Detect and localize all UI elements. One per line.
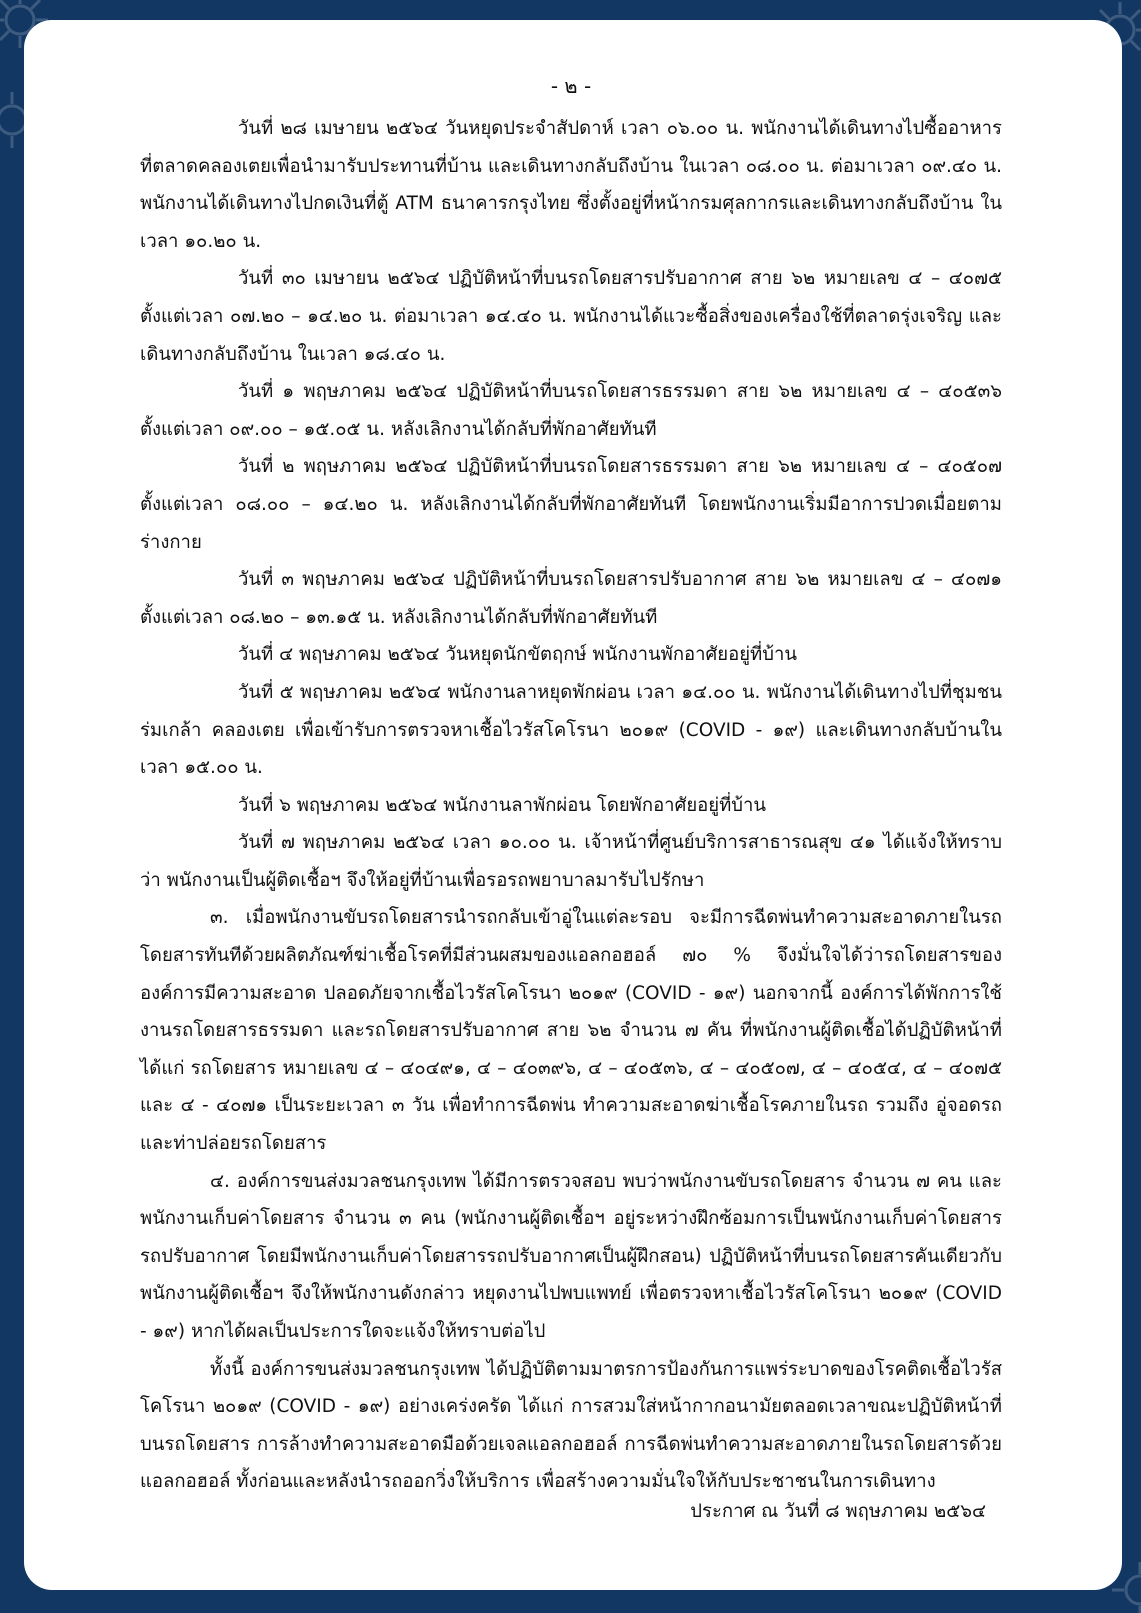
document-sheet — [24, 20, 1122, 1590]
announcement-date: ประกาศ ณ วันที่ ๘ พฤษภาคม ๒๕๖๔ — [690, 1501, 986, 1522]
page-number: - ๒ - — [550, 74, 592, 98]
paragraph: วันที่ ๒ พฤษภาคม ๒๕๖๔ ปฏิบัติหน้าที่บนรถโดยสารธรรมดา สาย ๖๒ หมายเลข ๔ – ๔๐๕๐๗ ตั้งแต่เวลา ๐๘.๐๐ – ๑๔.๒๐ น. หลังเลิกงานได้กลับที่พักอาศัยทันที โดยพนักงานเริ่มมีอาการปวดเมื่อยตามร่างกาย — [140, 456, 1002, 553]
numbered-paragraph: ๓. เมื่อพนักงานขับรถโดยสารนำรถกลับเข้าอู่ในแต่ละรอบ จะมีการฉีดพ่นทำความสะอาดภายในรถโดยสารทันทีด้วยผลิตภัณฑ์ฆ่าเชื้อโรคที่มีส่วนผสมของแอลกอฮอล์ ๗๐ % จึงมั่นใจได้ว่ารถโดยสารขององค์การมีความสะอาด ปลอดภัยจากเชื้อไวรัสโคโรนา ๒๐๑๙ (COVID - ๑๙) นอกจากนี้ องค์การได้พักการใช้งานรถโดยสารธรรมดา และรถโดยสารปรับอากาศ สาย ๖๒ จำนวน ๗ คัน ที่พนักงานผู้ติดเชื้อได้ปฏิบัติหน้าที่ ได้แก่ รถโดยสาร หมายเลข ๔ – ๔๐๔๙๑, ๔ – ๔๐๓๙๖, ๔ – ๔๐๕๓๖, ๔ – ๔๐๕๐๗, ๔ – ๔๐๕๔, ๔ – ๔๐๗๕ และ ๔ - ๔๐๗๑ เป็นระยะเวลา ๓ วัน เพื่อทำการฉีดพ่น ทำความสะอาดฆ่าเชื้อโรคภายในรถ รวมถึง อู่จอดรถและท่าปล่อยรถโดยสาร — [140, 907, 1002, 1155]
paragraph: วันที่ ๕ พฤษภาคม ๒๕๖๔ พนักงานลาหยุดพักผ่อน เวลา ๑๔.๐๐ น. พนักงานได้เดินทางไปที่ชุมชนร่มเกล้า คลองเตย เพื่อเข้ารับการตรวจหาเชื้อไวรัสโคโรนา ๒๐๑๙ (COVID - ๑๙) และเดินทางกลับบ้านในเวลา ๑๕.๐๐ น. — [140, 681, 1002, 779]
paragraph: วันที่ ๓๐ เมษายน ๒๕๖๔ ปฏิบัติหน้าที่บนรถโดยสารปรับอากาศ สาย ๖๒ หมายเลข ๔ – ๔๐๗๕ ตั้งแต่เวลา ๐๗.๒๐ – ๑๔.๒๐ น. ต่อมาเวลา ๑๔.๔๐ น. พนักงานได้แวะซื้อสิ่งของเครื่องใช้ที่ตลาดรุ่งเจริญ และเดินทางกลับถึงบ้าน ในเวลา ๑๘.๔๐ น. — [140, 268, 1002, 365]
paragraph: วันที่ ๑ พฤษภาคม ๒๕๖๔ ปฏิบัติหน้าที่บนรถโดยสารธรรมดา สาย ๖๒ หมายเลข ๔ – ๔๐๕๓๖ ตั้งแต่เวลา ๐๙.๐๐ – ๑๕.๐๕ น. หลังเลิกงานได้กลับที่พักอาศัยทันที — [140, 381, 1002, 440]
paragraph: วันที่ ๗ พฤษภาคม ๒๕๖๔ เวลา ๑๐.๐๐ น. เจ้าหน้าที่ศูนย์บริการสาธารณสุข ๔๑ ได้แจ้งให้ทราบว่า พนักงานเป็นผู้ติดเชื้อฯ จึงให้อยู่ที่บ้านเพื่อรอรถพยาบาลมารับไปรักษา — [140, 832, 1002, 891]
closing-paragraph: ทั้งนี้ องค์การขนส่งมวลชนกรุงเทพ ได้ปฏิบัติตามมาตรการป้องกันการแพร่ระบาดของโรคติดเชื้อไวรัสโคโรนา ๒๐๑๙ (COVID - ๑๙) อย่างเคร่งครัด ได้แก่ การสวมใส่หน้ากากอนามัยตลอดเวลาขณะปฏิบัติหน้าที่บนรถโดยสาร การล้างทำความสะอาดมือด้วยเจลแอลกอฮอล์ การฉีดพ่นทำความสะอาดภายในรถโดยสารด้วยแอลกอฮอล์ ทั้งก่อนและหลังนำรถออกวิ่งให้บริการ เพื่อสร้างความมั่นใจให้กับประชาชนในการเดินทาง — [140, 1358, 1002, 1493]
paragraph: วันที่ ๖ พฤษภาคม ๒๕๖๔ พนักงานลาพักผ่อน โดยพักอาศัยอยู่ที่บ้าน — [238, 794, 767, 816]
paragraph: วันที่ ๔ พฤษภาคม ๒๕๖๔ วันหยุดนักขัตฤกษ์ พนักงานพักอาศัยอยู่ที่บ้าน — [238, 644, 798, 666]
document-body — [140, 110, 1002, 1501]
numbered-paragraph: ๔. องค์การขนส่งมวลชนกรุงเทพ ได้มีการตรวจสอบ พบว่าพนักงานขับรถโดยสาร จำนวน ๗ คน และพนักงานเก็บค่าโดยสาร จำนวน ๓ คน (พนักงานผู้ติดเชื้อฯ อยู่ระหว่างฝึกซ้อมการเป็นพนักงานเก็บค่าโดยสารรถปรับอากาศ โดยมีพนักงานเก็บค่าโดยสารรถปรับอากาศเป็นผู้ฝึกสอน) ปฏิบัติหน้าที่บนรถโดยสารคันเดียวกับพนักงานผู้ติดเชื้อฯ จึงให้พนักงานดังกล่าว หยุดงานไปพบแพทย์ เพื่อตรวจหาเชื้อไวรัสโคโรนา ๒๐๑๙ (COVID - ๑๙) หากได้ผลเป็นประการใดจะแจ้งให้ทราบต่อไป — [140, 1170, 1002, 1342]
paragraph: วันที่ ๒๘ เมษายน ๒๕๖๔ วันหยุดประจำสัปดาห์ เวลา ๐๖.๐๐ น. พนักงานได้เดินทางไปซื้ออาหารที่ตลาดคลองเตยเพื่อนำมารับประทานที่บ้าน และเดินทางกลับถึงบ้าน ในเวลา ๐๘.๐๐ น. ต่อมาเวลา ๐๙.๔๐ น. พนักงานได้เดินทางไปกดเงินที่ตู้ ATM ธนาคารกรุงไทย ซึ่งตั้งอยู่ที่หน้ากรมศุลกากรและเดินทางกลับถึงบ้าน ในเวลา ๑๐.๒๐ น. — [140, 118, 1002, 252]
paragraph: วันที่ ๓ พฤษภาคม ๒๕๖๔ ปฏิบัติหน้าที่บนรถโดยสารปรับอากาศ สาย ๖๒ หมายเลข ๔ – ๔๐๗๑ ตั้งแต่เวลา ๐๘.๒๐ – ๑๓.๑๕ น. หลังเลิกงานได้กลับที่พักอาศัยทันที — [140, 569, 1002, 628]
